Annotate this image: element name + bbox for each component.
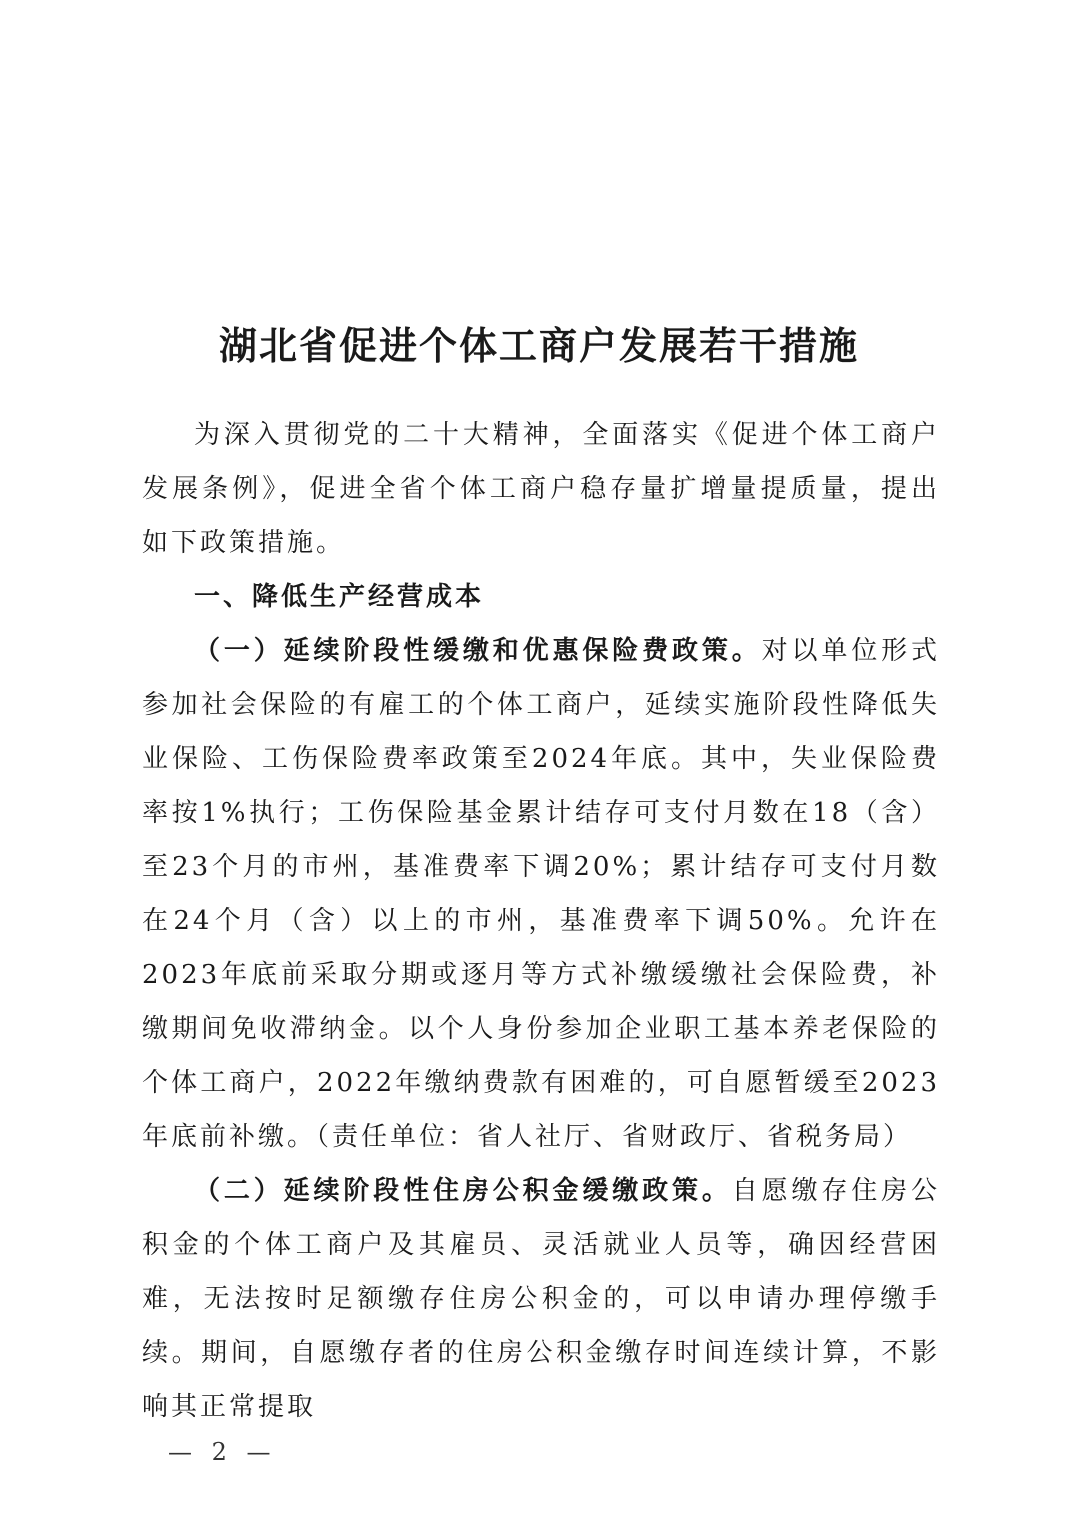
item-1-paragraph xyxy=(142,624,940,1164)
item-2-body: 自愿缴存住房公积金的个体工商户及其雇员、灵活就业人员等，确因经营困难，无法按时足额缴存住房公积金的，可以申请办理停缴手续。期间，自愿缴存者的住房公积金缴存时间连续计算，不影响其正常提取 xyxy=(142,1176,940,1422)
item-2-paragraph xyxy=(142,1164,940,1434)
document-title: 湖北省促进个体工商户发展若干措施 xyxy=(218,324,859,368)
item-2-lead: （二）延续阶段性住房公积金缓缴政策。 xyxy=(194,1176,732,1206)
document-body xyxy=(142,408,940,1434)
intro-paragraph: 为深入贯彻党的二十大精神，全面落实《促进个体工商户发展条例》，促进全省个体工商户稳存量扩增量提质量，提出如下政策措施。 xyxy=(142,420,940,558)
item-1-body: 对以单位形式参加社会保险的有雇工的个体工商户，延续实施阶段性降低失业保险、工伤保险费率政策至2024年底。其中，失业保险费率按1%执行；工伤保险基金累计结存可支付月数在18（含）至23个月的市州，基准费率下调20%；累计结存可支付月数在24个月（含）以上的市州，基准费率下调50%。允许在2023年底前采取分期或逐月等方式补缴缓缴社会保险费，补缴期间免收滞纳金。以个人身份参加企业职工基本养老保险的个体工商户，2022年缴纳费款有困难的，可自愿暂缓至2023年底前补缴。（责任单位：省人社厅、省财政厅、省税务局） xyxy=(142,636,940,1152)
section-heading-1: 一、降低生产经营成本 xyxy=(194,582,485,612)
item-1-lead: （一）延续阶段性缓缴和优惠保险费政策。 xyxy=(194,636,762,666)
page-number: — 2 — xyxy=(168,1438,277,1466)
